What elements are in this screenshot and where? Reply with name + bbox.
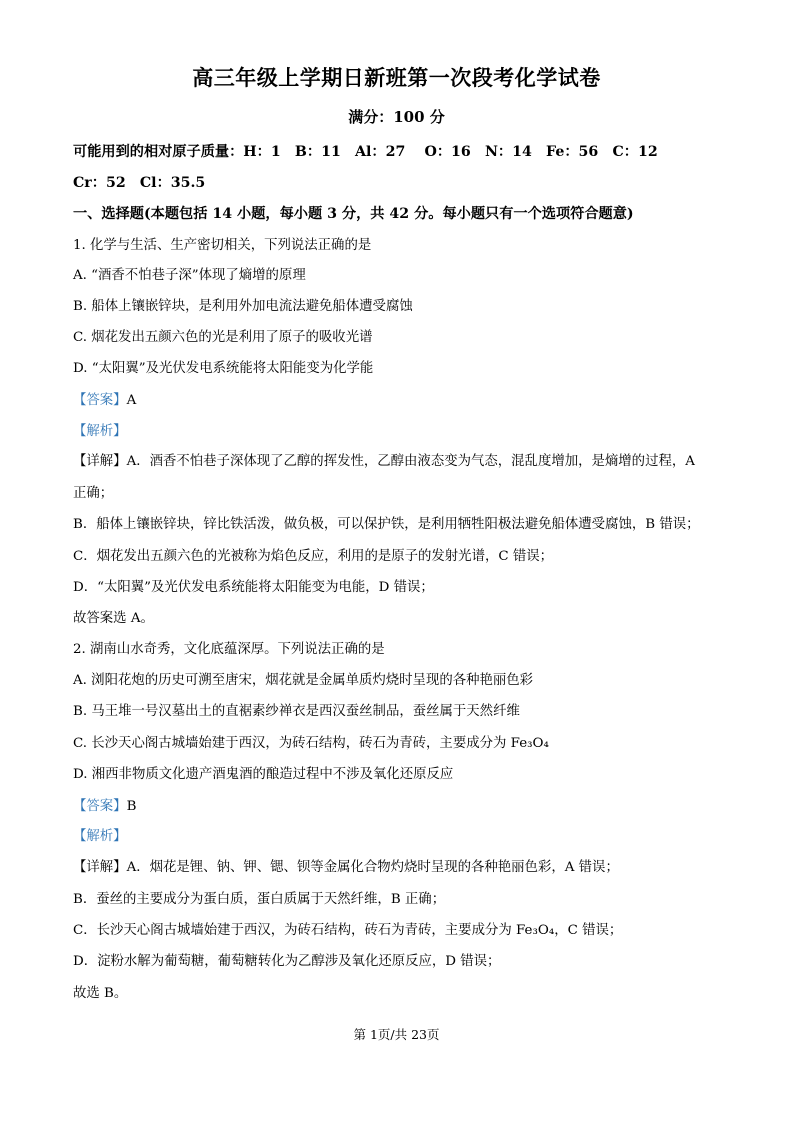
atomic-mass-line-1: 可能用到的相对原子质量：H：1 B：11 Al：27 O：16 N：14 Fe：56 C：12	[73, 144, 658, 160]
q2-option-d: D. 湘西非物质文化遗产酒鬼酒的酿造过程中不涉及氧化还原反应	[73, 767, 454, 782]
q1-stem: 1. 化学与生活、生产密切相关，下列说法正确的是	[73, 238, 372, 253]
q2-option-c: C. 长沙天心阁古城墙始建于西汉，为砖石结构，砖石为青砖，主要成分为 Fe₃O₄	[73, 736, 549, 751]
q1-detail-d: D．“太阳翼”及光伏发电系统能将太阳能变为电能，D 错误；	[73, 580, 434, 595]
detail-text: A．酒香不怕巷子深体现了乙醇的挥发性，乙醇由液态变为气态，混乱度增加，是熵增的过程，A	[126, 454, 695, 469]
answer-value: B	[126, 799, 137, 814]
q2-detail-c: C．长沙天心阁古城墙始建于西汉，为砖石结构，砖石为青砖，主要成分为 Fe₃O₄，C 错误；	[73, 923, 623, 938]
detail-tag: 【详解】	[73, 454, 127, 469]
q2-analysis-tag: 【解析】	[73, 829, 127, 844]
q2-option-b: B. 马王堆一号汉墓出土的直裾素纱禅衣是西汉蚕丝制品，蚕丝属于天然纤维	[73, 704, 520, 719]
q1-detail-a-cont: 正确；	[73, 486, 114, 501]
detail-text: A．烟花是锂、钠、钾、锶、钡等金属化合物灼烧时呈现的各种艳丽色彩，A 错误；	[126, 860, 619, 875]
q2-answer	[73, 795, 136, 814]
q1-conclusion: 故答案选 A。	[73, 611, 154, 626]
q1-option-b: B. 船体上镶嵌锌块，是利用外加电流法避免船体遭受腐蚀	[73, 299, 413, 314]
q1-option-d: D. “太阳翼”及光伏发电系统能将太阳能变为化学能	[73, 361, 374, 376]
page-number: 第 1页/共 23页	[353, 1027, 440, 1042]
q1-option-a: A. “酒香不怕巷子深”体现了熵增的原理	[73, 268, 306, 283]
q1-detail-c: C．烟花发出五颜六色的光被称为焰色反应，利用的是原子的发射光谱，C 错误；	[73, 549, 554, 564]
exam-title: 高三年级上学期日新班第一次段考化学试卷	[192, 65, 601, 90]
q1-option-c: C. 烟花发出五颜六色的光是利用了原子的吸收光谱	[73, 330, 373, 345]
q2-detail-b: B．蚕丝的主要成分为蛋白质，蛋白质属于天然纤维，B 正确；	[73, 892, 446, 907]
q1-detail-a	[73, 450, 695, 469]
q1-detail-b: B．船体上镶嵌锌块，锌比铁活泼，做负极，可以保护铁，是利用牺牲阳极法避免船体遭受腐蚀，B 错误；	[73, 517, 700, 532]
q2-stem: 2. 湖南山水奇秀，文化底蕴深厚。下列说法正确的是	[73, 642, 385, 657]
q2-conclusion: 故选 B。	[73, 986, 128, 1001]
q1-analysis-tag: 【解析】	[73, 424, 127, 439]
q1-answer	[73, 389, 136, 408]
answer-tag: 【答案】	[73, 393, 127, 408]
section-heading: 一、选择题(本题包括 14 小题，每小题 3 分，共 42 分。每小题只有一个选项符合题意)	[73, 206, 634, 222]
detail-tag: 【详解】	[73, 860, 127, 875]
answer-value: A	[126, 393, 137, 408]
q2-detail-a	[73, 856, 619, 875]
answer-tag: 【答案】	[73, 799, 127, 814]
q2-detail-d: D．淀粉水解为葡萄糖，葡萄糖转化为乙醇涉及氧化还原反应，D 错误；	[73, 954, 501, 969]
full-score: 满分：100 分	[348, 108, 445, 126]
atomic-mass-line-2: Cr：52 Cl：35.5	[73, 175, 206, 191]
q2-option-a: A. 浏阳花炮的历史可溯至唐宋，烟花就是金属单质灼烧时呈现的各种艳丽色彩	[73, 673, 534, 688]
